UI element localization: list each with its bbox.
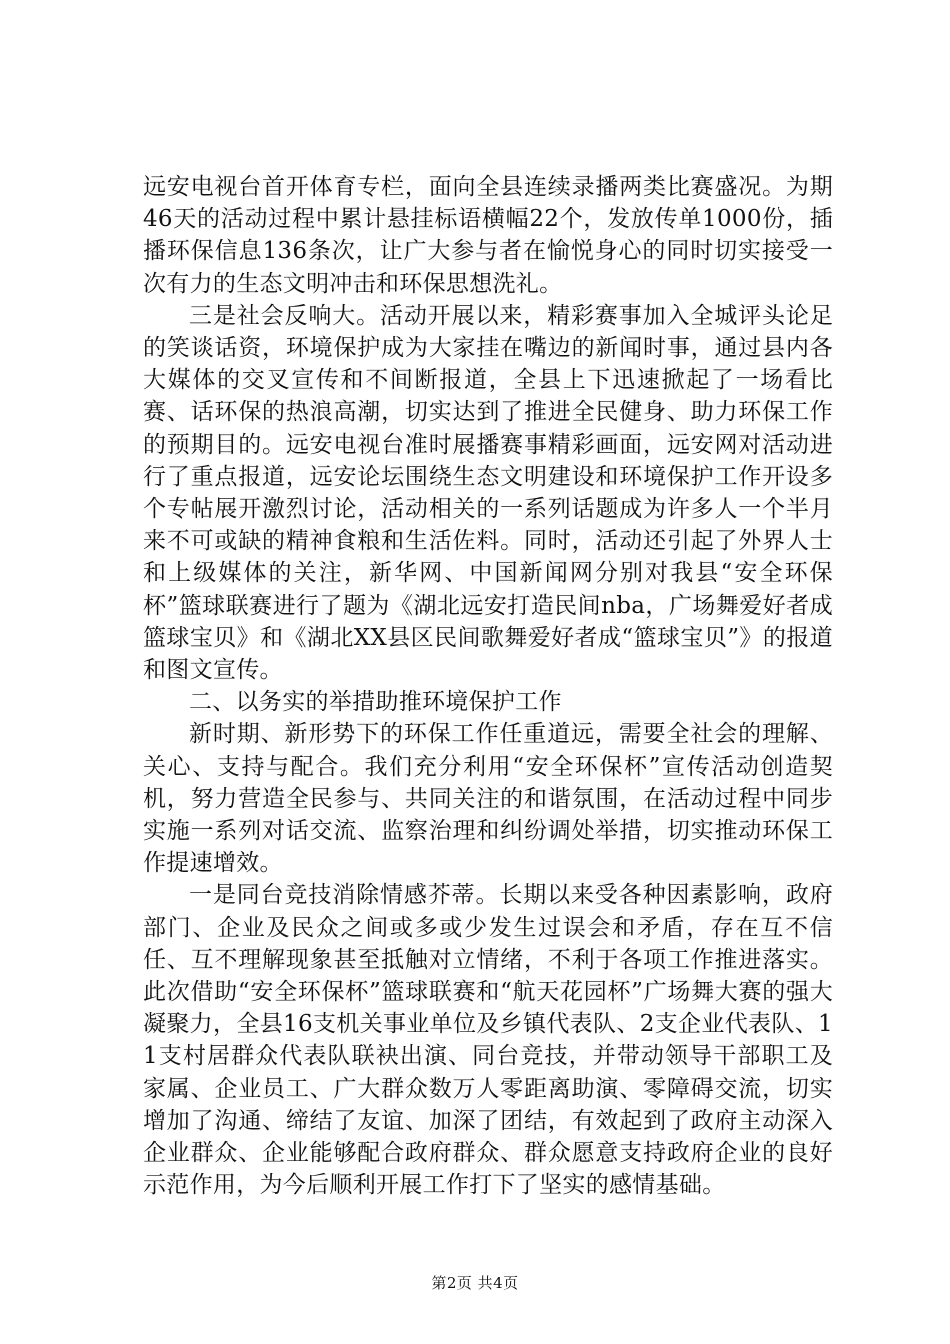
paragraph-3: 新时期、新形势下的环保工作任重道远，需要全社会的理解、关心、支持与配合。我们充分利用“安全环保杯”宣传活动创造契机，努力营造全民参与、共同关注的和谐氛围，在活动过程中同步实施一系列对话交流、监察治理和纠纷调处举措，切实推动环保工作提速增效。 bbox=[143, 721, 833, 877]
section-heading: 二、以务实的举措助推环境保护工作 bbox=[189, 689, 562, 716]
paragraph-4: 一是同台竞技消除情感芥蒂。长期以来受各种因素影响，政府部门、企业及民众之间或多或少发生过误会和矛盾，存在互不信任、互不理解现象甚至抵触对立情绪，不利于各项工作推进落实。此次借助“安全环保杯”篮球联赛和“航天花园杯”广场舞大赛的强大凝聚力，全县16支机关事业单位及乡镇代表队、2支企业代表队、11支村居群众代表队联袂出演、同台竞技，并带动领导干部职工及家属、企业员工、广大群众数万人零距离助演、零障碍交流，切实增加了沟通、缔结了友谊、加深了团结，有效起到了政府主动深入企业群众、企业能够配合政府群众、群众愿意支持政府企业的良好示范作用，为今后顺利开展工作打下了坚实的感情基础。 bbox=[143, 882, 833, 1199]
page-footer: 第2页 共4页 bbox=[431, 1274, 519, 1292]
document-body bbox=[143, 171, 833, 1202]
paragraph-1: 远安电视台首开体育专栏，面向全县连续录播两类比赛盛况。为期46天的活动过程中累计悬挂标语横幅22个，发放传单1000份，插播环保信息136条次，让广大参与者在愉悦身心的同时切实接受一次有力的生态文明冲击和环保思想洗礼。 bbox=[143, 174, 833, 297]
paragraph-2: 三是社会反响大。活动开展以来，精彩赛事加入全城评头论足的笑谈话资，环境保护成为大家挂在嘴边的新闻时事，通过县内各大媒体的交叉宣传和不间断报道，全县上下迅速掀起了一场看比赛、话环保的热浪高潮，切实达到了推进全民健身、助力环保工作的预期目的。远安电视台准时展播赛事精彩画面，远安网对活动进行了重点报道，远安论坛围绕生态文明建设和环境保护工作开设多个专帖展开激烈讨论，活动相关的一系列话题成为许多人一个半月来不可或缺的精神食粮和生活佐料。同时，活动还引起了外界人士和上级媒体的关注，新华网、中国新闻网分别对我县“安全环保杯”篮球联赛进行了题为《湖北远安打造民间nba，广场舞爱好者成篮球宝贝》和《湖北XX县区民间歌舞爱好者成“篮球宝贝”》的报道和图文宣传。 bbox=[143, 302, 833, 684]
